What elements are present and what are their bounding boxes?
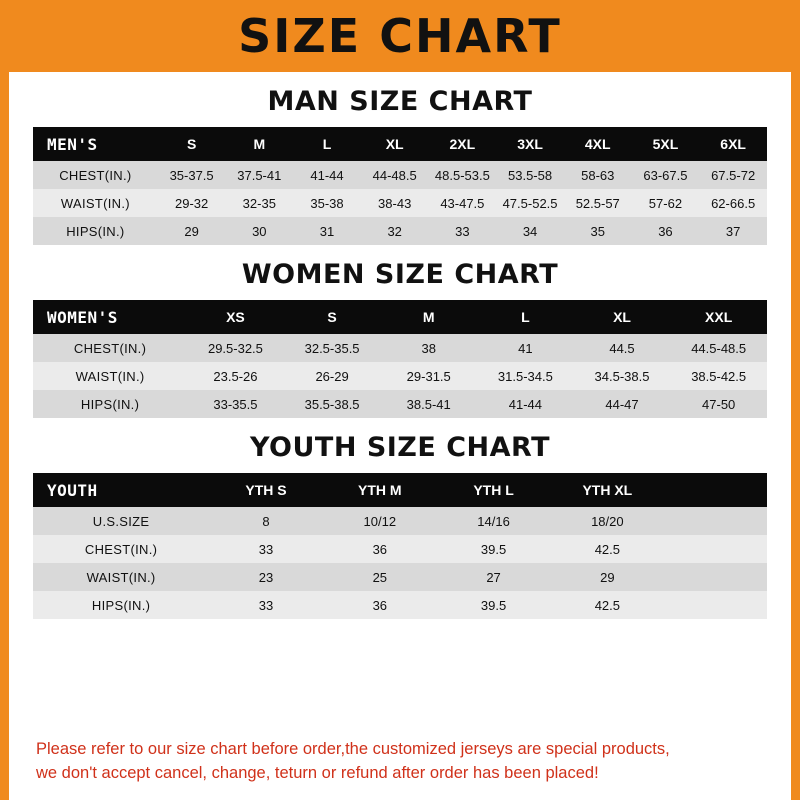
cell: 25 [323, 563, 437, 591]
cell: 36 [632, 217, 700, 245]
cell: 39.5 [437, 535, 551, 563]
cell: 31.5-34.5 [477, 362, 574, 390]
cell: 32.5-35.5 [284, 334, 381, 362]
cell: 33 [209, 535, 323, 563]
table-header-row [33, 127, 767, 161]
table-row [33, 591, 767, 619]
table-women-col-3: L [477, 300, 574, 334]
table-youth-head [33, 473, 767, 507]
table-women-col-4: XL [574, 300, 671, 334]
table-row [33, 161, 767, 189]
cell-spacer [664, 507, 767, 535]
cell: 42.5 [550, 591, 664, 619]
table-man-col-4: 2XL [429, 127, 497, 161]
table-man-head [33, 127, 767, 161]
row-label-hips: HIPS(IN.) [33, 217, 158, 245]
table-man-header-label: MEN'S [33, 127, 158, 161]
table-women-body [33, 334, 767, 418]
table-youth-col-1: YTH M [323, 473, 437, 507]
cell: 43-47.5 [429, 189, 497, 217]
row-label-chest: CHEST(IN.) [33, 161, 158, 189]
table-man-col-1: M [225, 127, 293, 161]
cell: 44.5-48.5 [670, 334, 767, 362]
table-row [33, 217, 767, 245]
cell: 35-37.5 [158, 161, 226, 189]
cell: 29 [158, 217, 226, 245]
cell: 26-29 [284, 362, 381, 390]
cell: 23.5-26 [187, 362, 284, 390]
table-row [33, 390, 767, 418]
cell: 47-50 [670, 390, 767, 418]
row-label-chest: CHEST(IN.) [33, 334, 187, 362]
cell: 38.5-42.5 [670, 362, 767, 390]
table-youth-col-0: YTH S [209, 473, 323, 507]
table-man-col-6: 4XL [564, 127, 632, 161]
table-women-col-0: XS [187, 300, 284, 334]
table-header-row [33, 473, 767, 507]
cell: 38.5-41 [380, 390, 477, 418]
cell: 37.5-41 [225, 161, 293, 189]
cell: 67.5-72 [699, 161, 767, 189]
cell: 38 [380, 334, 477, 362]
table-women-col-1: S [284, 300, 381, 334]
cell: 44-47 [574, 390, 671, 418]
cell: 27 [437, 563, 551, 591]
cell: 62-66.5 [699, 189, 767, 217]
table-man-col-2: L [293, 127, 361, 161]
table-row [33, 189, 767, 217]
table-row [33, 507, 767, 535]
section-man [9, 86, 791, 245]
cell: 35 [564, 217, 632, 245]
footer-line-2: we don't accept cancel, change, teturn or refund after order has been placed! [36, 764, 599, 783]
table-row [33, 563, 767, 591]
cell: 53.5-58 [496, 161, 564, 189]
row-label-waist: WAIST(IN.) [33, 362, 187, 390]
cell: 29 [550, 563, 664, 591]
cell: 57-62 [632, 189, 700, 217]
cell: 32 [361, 217, 429, 245]
cell-spacer [664, 535, 767, 563]
cell: 35.5-38.5 [284, 390, 381, 418]
row-label-hips: HIPS(IN.) [33, 591, 209, 619]
table-man-col-3: XL [361, 127, 429, 161]
cell: 41-44 [293, 161, 361, 189]
cell-spacer [664, 563, 767, 591]
cell: 30 [225, 217, 293, 245]
cell: 32-35 [225, 189, 293, 217]
cell: 44.5 [574, 334, 671, 362]
section-title-women: WOMEN SIZE CHART [241, 259, 559, 290]
cell: 33 [209, 591, 323, 619]
cell-spacer [664, 591, 767, 619]
header-banner [0, 0, 800, 72]
table-man-col-5: 3XL [496, 127, 564, 161]
cell: 41-44 [477, 390, 574, 418]
table-row [33, 535, 767, 563]
cell: 48.5-53.5 [429, 161, 497, 189]
cell: 47.5-52.5 [496, 189, 564, 217]
table-women-header-label: WOMEN'S [33, 300, 187, 334]
cell: 33 [429, 217, 497, 245]
cell: 41 [477, 334, 574, 362]
table-row [33, 334, 767, 362]
section-title-man: MAN SIZE CHART [267, 86, 533, 117]
cell: 39.5 [437, 591, 551, 619]
row-label-chest: CHEST(IN.) [33, 535, 209, 563]
cell: 8 [209, 507, 323, 535]
cell: 14/16 [437, 507, 551, 535]
table-man-col-7: 5XL [632, 127, 700, 161]
cell: 34.5-38.5 [574, 362, 671, 390]
table-youth-col-spacer [664, 473, 767, 507]
section-title-youth: YOUTH SIZE CHART [249, 432, 551, 463]
table-women-col-2: M [380, 300, 477, 334]
cell: 36 [323, 591, 437, 619]
table-header-row [33, 300, 767, 334]
cell: 29-32 [158, 189, 226, 217]
cell: 35-38 [293, 189, 361, 217]
cell: 36 [323, 535, 437, 563]
cell: 31 [293, 217, 361, 245]
cell: 34 [496, 217, 564, 245]
cell: 52.5-57 [564, 189, 632, 217]
cell: 58-63 [564, 161, 632, 189]
row-label-us-size: U.S.SIZE [33, 507, 209, 535]
footer-line-1: Please refer to our size chart before order,the customized jerseys are special products, [36, 739, 670, 758]
table-women-head [33, 300, 767, 334]
table-youth-body [33, 507, 767, 619]
table-row [33, 362, 767, 390]
cell: 29-31.5 [380, 362, 477, 390]
cell: 18/20 [550, 507, 664, 535]
table-youth-col-3: YTH XL [550, 473, 664, 507]
cell: 33-35.5 [187, 390, 284, 418]
table-youth [33, 473, 767, 619]
table-women [33, 300, 767, 418]
footer-disclaimer [18, 727, 782, 800]
cell: 23 [209, 563, 323, 591]
section-youth [9, 432, 791, 619]
section-women [9, 259, 791, 418]
cell: 37 [699, 217, 767, 245]
table-man-col-8: 6XL [699, 127, 767, 161]
cell: 10/12 [323, 507, 437, 535]
row-label-hips: HIPS(IN.) [33, 390, 187, 418]
cell: 44-48.5 [361, 161, 429, 189]
row-label-waist: WAIST(IN.) [33, 189, 158, 217]
table-man [33, 127, 767, 245]
table-man-col-0: S [158, 127, 226, 161]
table-man-body [33, 161, 767, 245]
row-label-waist: WAIST(IN.) [33, 563, 209, 591]
table-women-col-5: XXL [670, 300, 767, 334]
cell: 42.5 [550, 535, 664, 563]
cell: 63-67.5 [632, 161, 700, 189]
page-title: SIZE CHART [238, 9, 562, 63]
cell: 38-43 [361, 189, 429, 217]
table-youth-header-label: YOUTH [33, 473, 209, 507]
cell: 29.5-32.5 [187, 334, 284, 362]
table-youth-col-2: YTH L [437, 473, 551, 507]
